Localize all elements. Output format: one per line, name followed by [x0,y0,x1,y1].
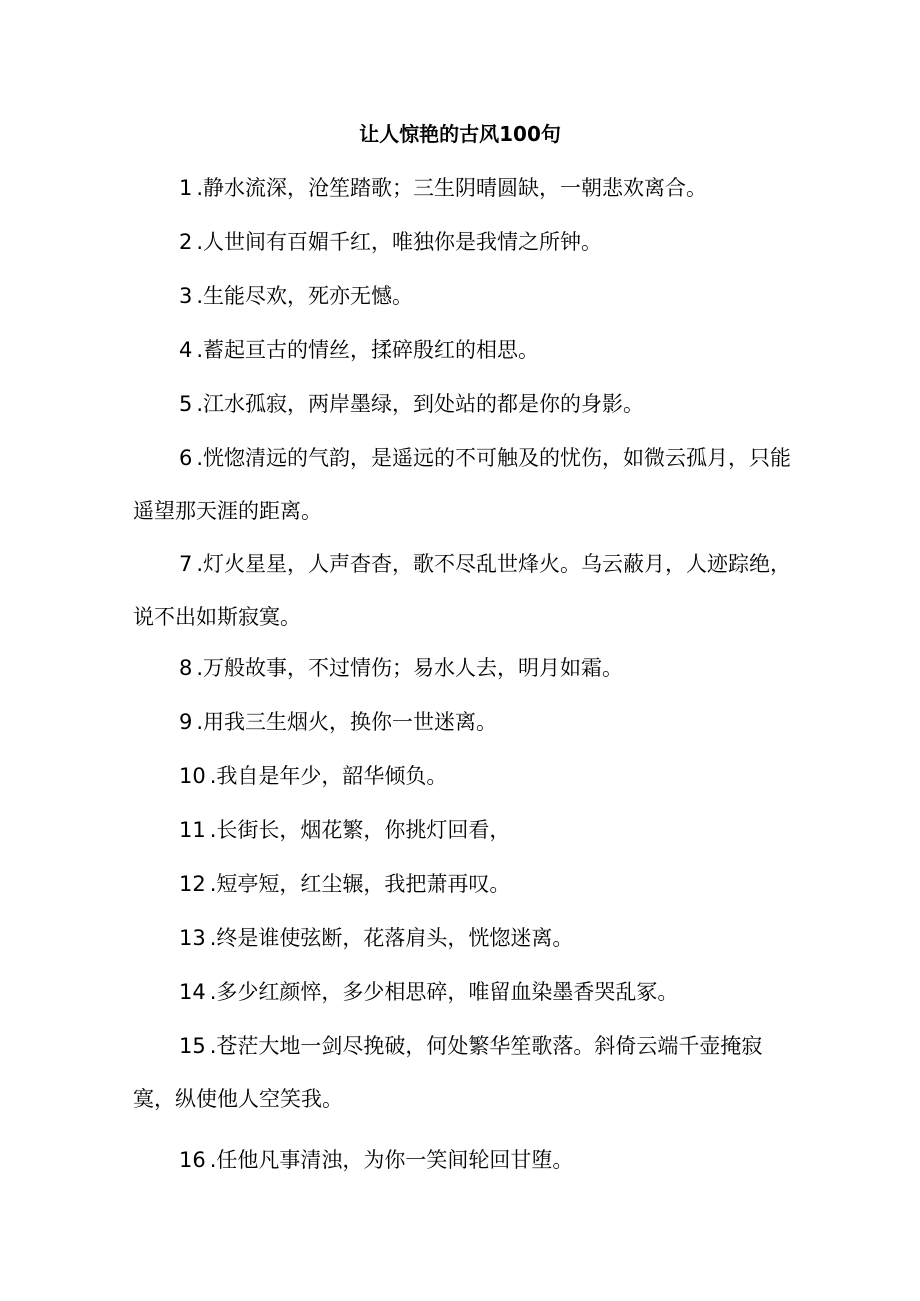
list-item [133,1020,793,1126]
list-item [133,966,793,1019]
list-item [133,378,793,431]
list-item [133,270,793,323]
item-text: .万般故事，不过情伤；易水人去，明月如霜。 [196,656,624,680]
list-item [133,538,793,644]
item-number: 13 [179,926,206,950]
item-text: .多少红颜悴，多少相思碎，唯留血染墨香哭乱冢。 [209,980,679,1004]
list-item [133,642,793,695]
item-text: .灯火星星，人声杳杳，歌不尽乱世烽火。乌云蔽月，人迹踪绝，说不出如斯寂寞。 [133,552,792,629]
item-text: .静水流深，沧笙踏歌；三生阴晴圆缺，一朝悲欢离合。 [196,176,708,200]
item-number: 7 [179,552,193,576]
item-number: 16 [179,1148,206,1172]
list-item [133,804,793,857]
item-number: 5 [179,392,193,416]
item-text: .任他凡事清浊，为你一笑间轮回甘堕。 [209,1148,574,1172]
item-number: 9 [179,710,193,734]
item-text: .长街长，烟花繁，你挑灯回看， [209,818,511,842]
item-text: .人世间有百媚千红，唯独你是我情之所钟。 [196,230,603,254]
item-text: .恍惚清远的气韵，是遥远的不可触及的忧伤，如微云孤月，只能遥望那天涯的距离。 [133,446,792,523]
document-title: 让人惊艳的古风100句 [359,122,561,146]
list-item [133,750,793,803]
item-number: 4 [179,338,193,362]
item-text: .生能尽欢，死亦无憾。 [196,284,414,308]
list-item [133,858,793,911]
list-item [133,1134,793,1187]
item-text: .短亭短，红尘辗，我把萧再叹。 [209,872,511,896]
item-number: 11 [179,818,206,842]
item-number: 8 [179,656,193,680]
item-number: 10 [179,764,206,788]
item-text: .苍茫大地一剑尽挽破，何处繁华笙歌落。斜倚云端千壶掩寂寞，纵使他人空笑我。 [133,1034,763,1111]
list-item [133,162,793,215]
item-text: .江水孤寂，两岸墨绿，到处站的都是你的身影。 [196,392,645,416]
item-text: .用我三生烟火，换你一世迷离。 [196,710,498,734]
item-number: 15 [179,1034,206,1058]
list-item [133,324,793,377]
item-text: .蓄起亘古的情丝，揉碎殷红的相思。 [196,338,540,362]
list-item [133,216,793,269]
item-number: 12 [179,872,206,896]
list-item [133,432,793,538]
item-number: 6 [179,446,193,470]
list-item [133,696,793,749]
item-number: 3 [179,284,193,308]
item-number: 2 [179,230,193,254]
item-text: .我自是年少，韶华倾负。 [209,764,448,788]
item-number: 1 [179,176,193,200]
item-number: 14 [179,980,206,1004]
list-item [133,912,793,965]
item-text: .终是谁使弦断，花落肩头，恍惚迷离。 [209,926,574,950]
